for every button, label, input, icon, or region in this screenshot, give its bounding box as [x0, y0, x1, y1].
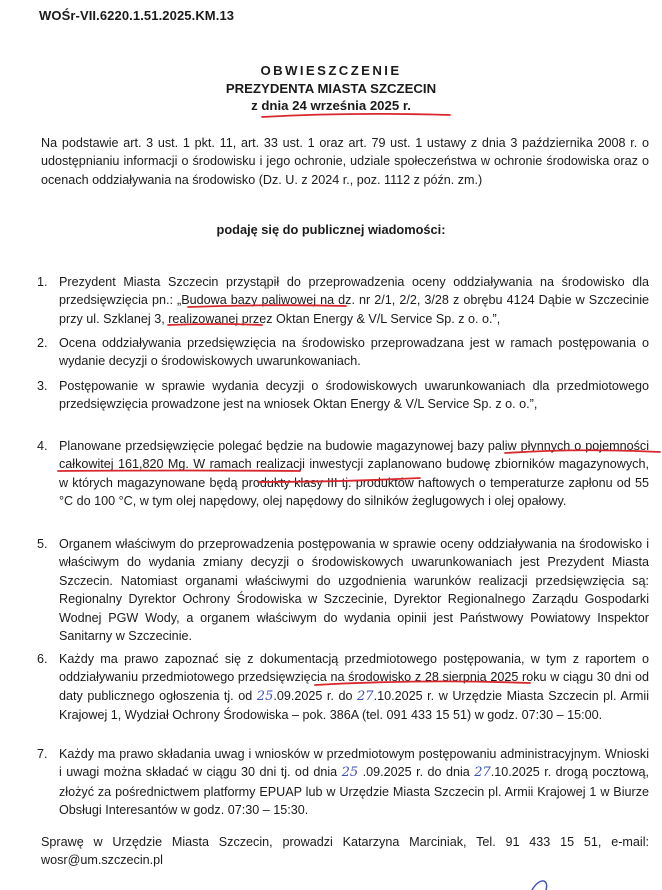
list-item	[37, 334, 649, 371]
list-item	[37, 377, 649, 414]
list-item	[37, 650, 649, 725]
item-number: 7.	[37, 747, 48, 761]
header-title: OBWIESZCZENIE	[260, 63, 402, 78]
item-number: 2.	[37, 336, 48, 350]
item-text	[59, 745, 649, 820]
handwritten-end-day: 27	[474, 765, 491, 781]
item-text: Ocena oddziaływania przedsięwzięcia na środowisko przeprowadzana jest w ramach postępowania o wydanie decyzji o środowiskowych uwarunkowaniach.	[59, 336, 649, 369]
reference-number: WOŚr-VII.6220.1.51.2025.KM.13	[39, 8, 235, 23]
item-text: Postępowanie w sprawie wydania decyzji o środowiskowych uwarunkowaniach dla przedmiotowego przedsięwzięcia prowadzone jest na wniosek Oktan Energy & V/L Service Sp. z o. o.”,	[59, 379, 649, 412]
item-text-part: Każdy ma prawo zapoznać się z dokumentacją przedmiotowego postępowania, w tym z raportem o oddziaływaniu przedmiotowego przedsięwzięcia na środowisko z 28 sierpnia 2025 roku w ciągu 30 dni od daty publicznego ogłoszenia tj. od	[59, 652, 649, 703]
item-text-part: .10.2025 r. w Urzędzie Miasta Szczecin pl. Armii Krajowej 1, Wydział Ochrony Środowiska – pok. 386A (tel. 091 433 15 51) w godz. 07:30 – 15:00.	[59, 688, 649, 723]
blue-ink-mark	[532, 881, 547, 890]
contact-footer: Sprawę w Urzędzie Miasta Szczecin, prowadzi Katarzyna Marciniak, Tel. 91 433 15 51, e-mail: wosr@um.szczecin.pl	[41, 835, 649, 868]
header-issuer: PREZYDENTA MIASTA SZCZECIN	[225, 81, 437, 96]
red-underline-date	[262, 114, 450, 117]
item-text-part: Każdy ma prawo składania uwag i wniosków w przedmiotowym postępowaniu administracyjnym. Wnioski i uwagi można składać w ciągu 30 dni tj. od dnia	[59, 747, 649, 780]
list-item	[37, 745, 649, 820]
item-text: Organem właściwym do przeprowadzenia postępowania w sprawie oceny oddziaływania na środowisko i właściwym do wydania zmiany decyzji o środowiskowych uwarunkowaniach jest Prezydent Miasta Szczecin. Natomiast organami właściwymi do uzgodnienia warunków realizacji przedsięwzięcia są: Regionalny Dyrektor Ochrony Środowiska w Szczecinie, Dyrektor Regionalnego Zarządu Gospodarki Wodnej PGW Wody, a organem właściwym do wydania opinii jest Państwowy Powiatowy Inspektor Sanitarny w Szczecinie.	[59, 537, 649, 644]
list-item	[37, 437, 649, 511]
list-item	[37, 273, 649, 328]
handwritten-start-day: 25	[341, 765, 359, 781]
list-item	[37, 535, 649, 645]
intro-paragraph: Na podstawie art. 3 ust. 1 pkt. 11, art. 33 ust. 1 oraz art. 79 ust. 1 ustawy z dnia 3 października 2008 r. o udostępnianiu informacji o środowisku i jego ochronie, udziale społeczeństwa w ochronie środowiska oraz o ocenach oddziaływania na środowisko (Dz. U. z 2024 r., poz. 1112 z późn. zm.)	[41, 136, 649, 187]
handwritten-start-day: 25	[256, 688, 274, 704]
item-number: 5.	[37, 537, 48, 551]
item-text: Planowane przedsięwzięcie polegać będzie na budowie magazynowej bazy paliw płynnych o pojemności całkowitej 161,820 Mg. W ramach realizacji inwestycji zaplanowano budowę zbiorników magazynowych, w których magazynowane będą produkty klasy III tj. produktów naftowych o temperaturze zapłonu od 55 °C do 100 °C, w tym olej napędowy, olej napędowy do silników żeglugowych i olej opałowy.	[59, 439, 649, 509]
item-number: 6.	[37, 652, 48, 666]
item-text	[59, 650, 649, 725]
item-text-part: .09.2025 r. do dnia	[358, 765, 475, 780]
handwritten-end-day: 27	[357, 688, 374, 704]
announcement-line: podaję się do publicznej wiadomości:	[216, 222, 446, 237]
item-text-part: .10.2025 r. drogą pocztową, złożyć za pośrednictwem platformy EPUAP lub w Urzędzie Miasta Szczecin pl. Armii Krajowej 1 w Biurze Obsługi Interesantów w godz. 07:30 – 15:30.	[59, 765, 649, 818]
item-number: 3.	[37, 379, 48, 393]
header-date: z dnia 24 września 2025 r.	[251, 98, 411, 113]
item-number: 4.	[37, 439, 48, 453]
item-text: Prezydent Miasta Szczecin przystąpił do przeprowadzenia oceny oddziaływania na środowisko dla przedsięwzięcia pn.: „Budowa bazy paliwowej na dz. nr 2/1, 2/2, 3/28 z obrębu 4124 Dąbie w Szczecinie przy ul. Szklanej 3, realizowanej przez Oktan Energy & V/L Service Sp. z o. o.”,	[59, 275, 649, 326]
item-text-part: .09.2025 r. do	[273, 688, 358, 703]
item-number: 1.	[37, 275, 48, 289]
